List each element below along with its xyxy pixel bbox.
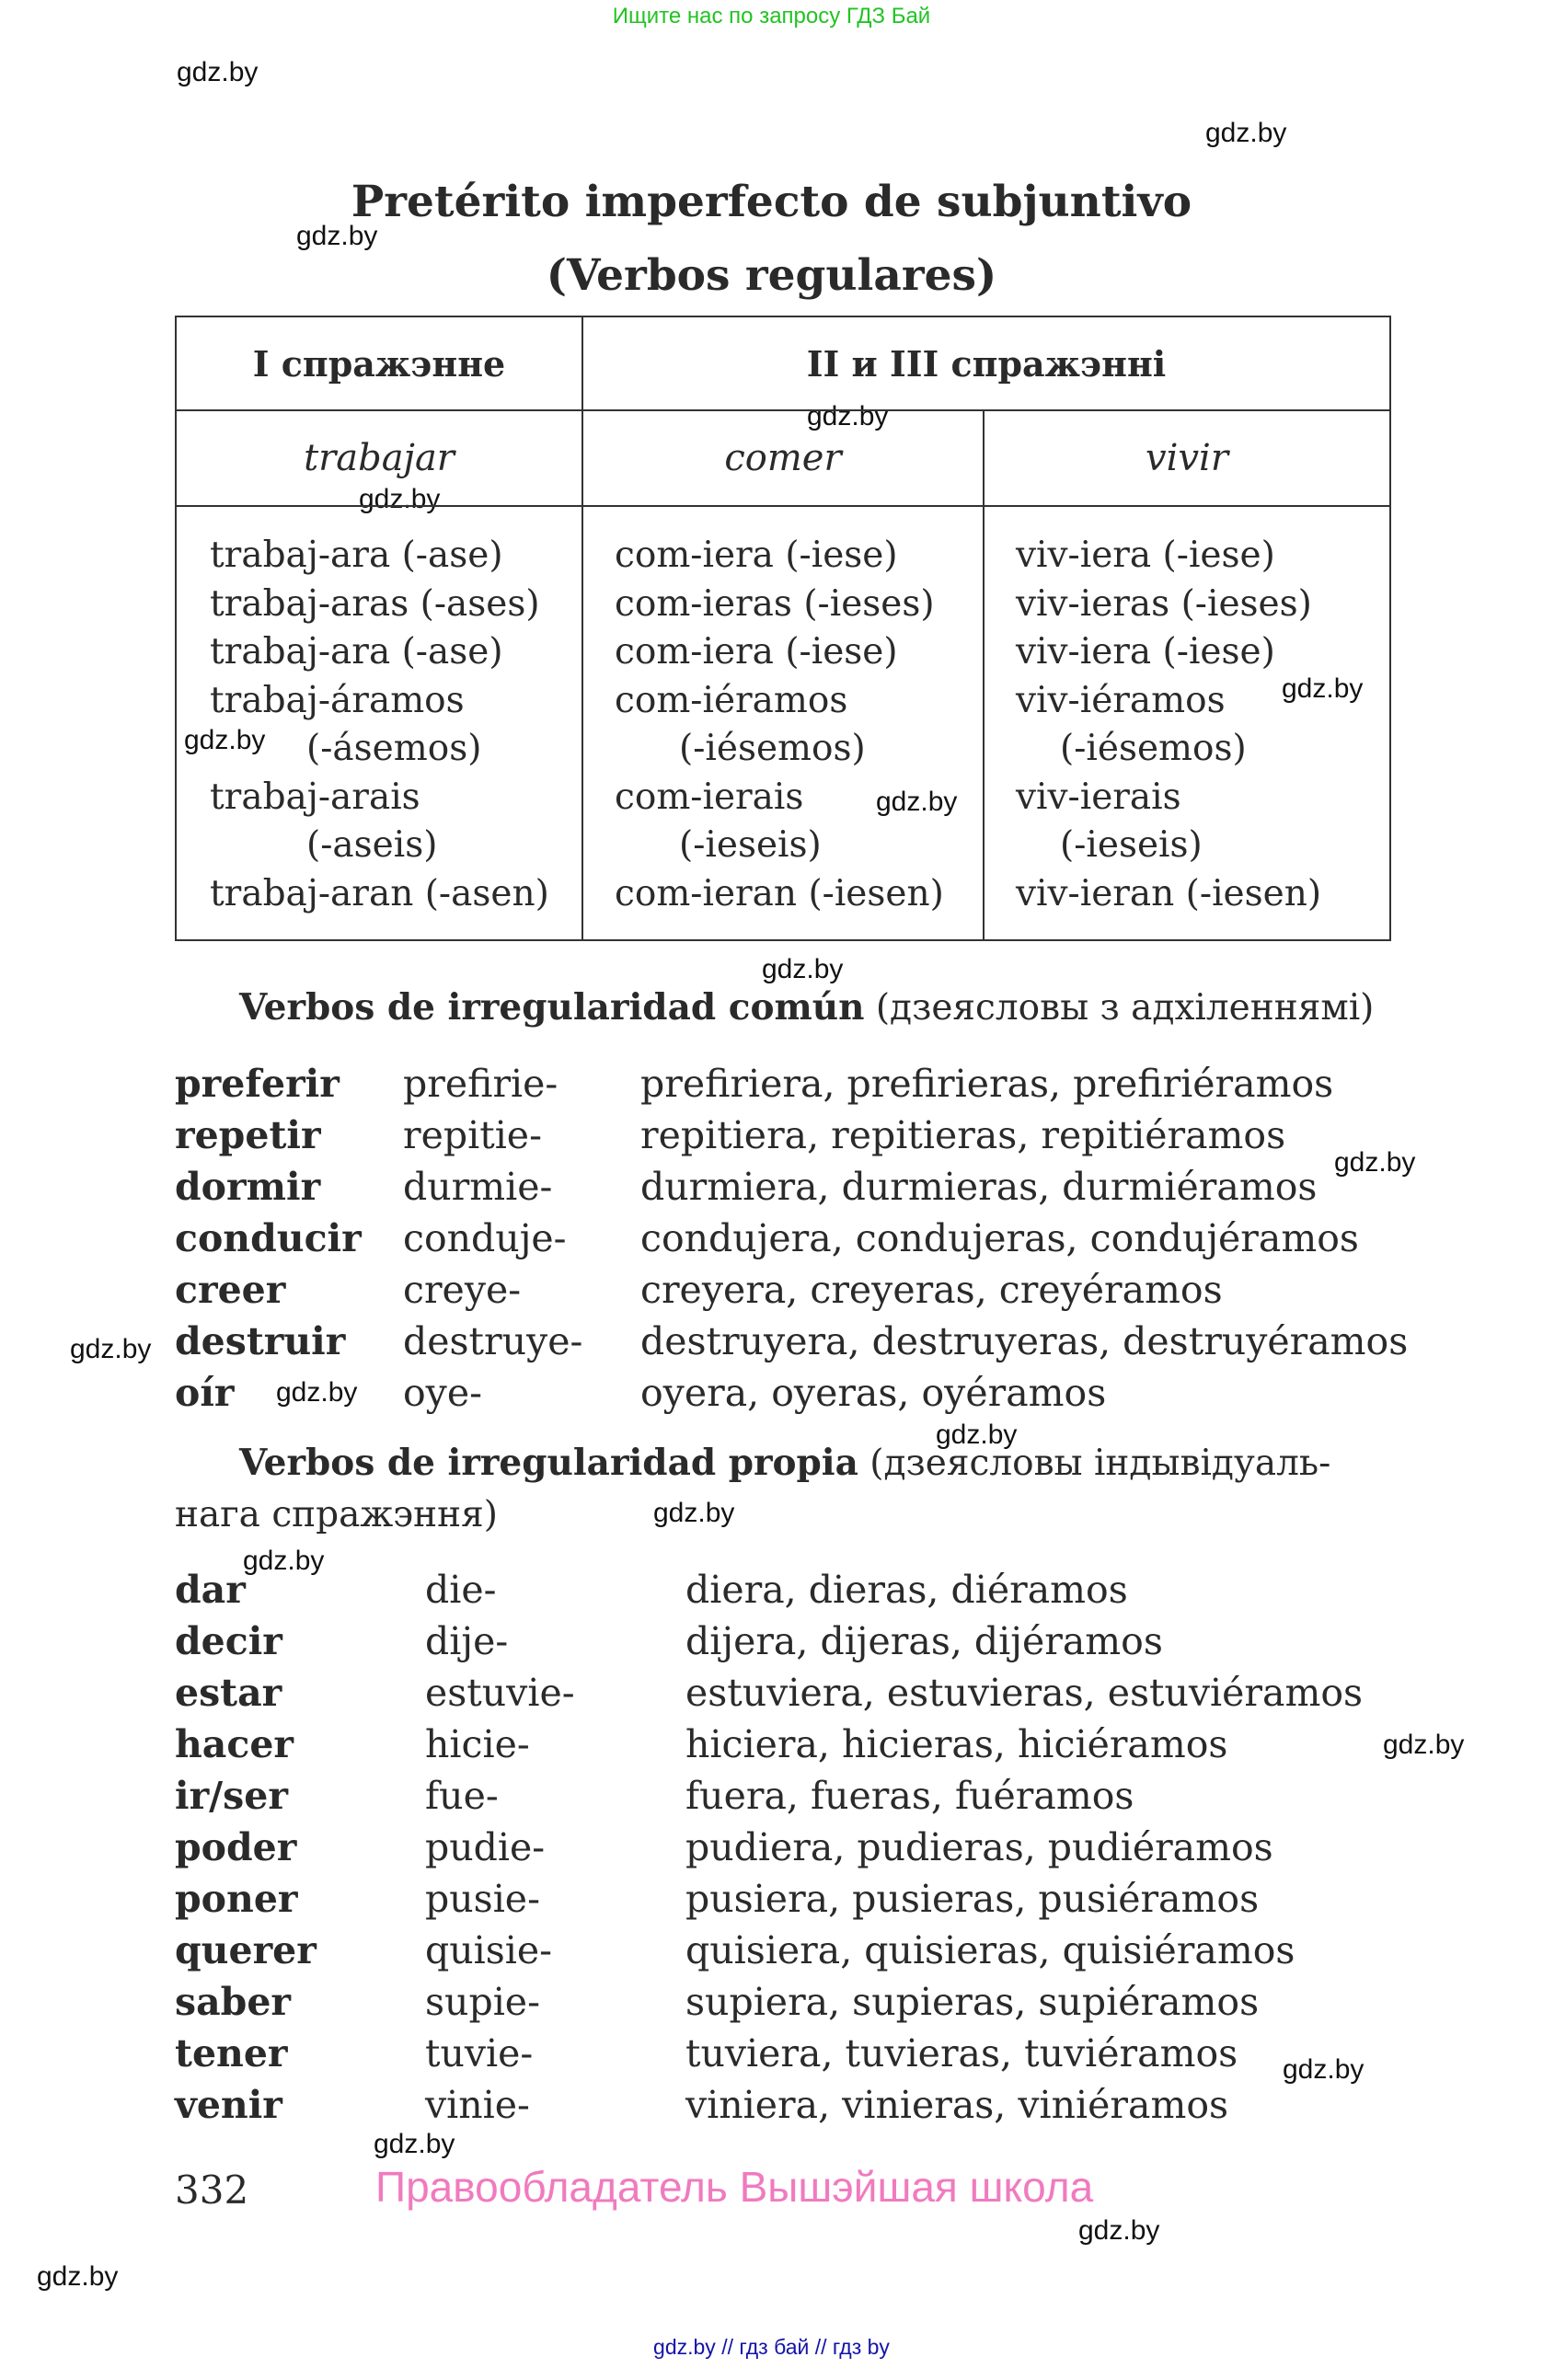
- verb: destruir: [175, 1319, 346, 1363]
- form-line: com-ieran (-iesen): [615, 872, 944, 914]
- forms: durmiera, durmieras, durmiéramos: [640, 1165, 1318, 1209]
- forms: prefiriera, prefirieras, prefiriéramos: [640, 1062, 1334, 1106]
- forms: repitiera, repitieras, repitiéramos: [640, 1113, 1286, 1157]
- stem: supie-: [425, 1980, 540, 2024]
- stem: destruye-: [403, 1319, 583, 1363]
- verb: poder: [175, 1825, 297, 1869]
- stem: hicie-: [425, 1722, 530, 1766]
- forms: quisiera, quisieras, quisiéramos: [685, 1928, 1295, 1972]
- form-line: trabaj-aras (-ases): [210, 582, 540, 625]
- watermark: gdz.by: [653, 1498, 735, 1528]
- page-number: 332: [175, 2167, 249, 2213]
- verb: creer: [175, 1268, 286, 1312]
- verb: dormir: [175, 1165, 321, 1209]
- stem: vinie-: [425, 2083, 530, 2127]
- verb: estar: [175, 1671, 282, 1715]
- section-title-bold: Verbos de irregularidad propia: [239, 1442, 858, 1484]
- forms: condujera, condujeras, condujéramos: [640, 1216, 1359, 1260]
- bottom-banner: gdz.by // гдз бай // гдз by: [653, 2335, 890, 2359]
- watermark: gdz.by: [1205, 118, 1287, 148]
- top-banner: Ищите нас по запросу ГДЗ Бай: [612, 4, 931, 29]
- form-line: viv-ieran (-iesen): [1016, 872, 1322, 914]
- form-line: trabaj-ara (-ase): [210, 631, 503, 673]
- watermark: gdz.by: [762, 954, 844, 984]
- form-line: trabaj-áramos: [210, 679, 465, 721]
- verb: saber: [175, 1980, 292, 2024]
- header-first-conjugation: I спражэнне: [252, 343, 506, 385]
- watermark: gdz.by: [936, 1420, 1018, 1450]
- form-line: viv-ierais: [1016, 776, 1181, 818]
- form-line: com-iera (-iese): [615, 535, 898, 576]
- column-comer-forms: [615, 532, 944, 918]
- section-title-bold: Verbos de irregularidad común: [239, 986, 865, 1029]
- forms: viniera, vinieras, viniéramos: [685, 2083, 1229, 2127]
- form-line: trabaj-arais: [210, 776, 420, 818]
- stem: durmie-: [403, 1165, 553, 1209]
- table-divider: [582, 317, 583, 939]
- forms: destruyera, destruyeras, destruyéramos: [640, 1319, 1409, 1363]
- stem: oye-: [403, 1371, 482, 1415]
- form-line: (-aseis): [306, 824, 438, 866]
- forms: oyera, oyeras, oyéramos: [640, 1371, 1107, 1415]
- column-trabajar-forms: [210, 532, 549, 918]
- forms: supiera, supieras, supiéramos: [685, 1980, 1260, 2024]
- form-line: (-iésemos): [679, 728, 866, 769]
- watermark: gdz.by: [359, 484, 441, 514]
- watermark: gdz.by: [177, 57, 259, 87]
- verb: repetir: [175, 1113, 321, 1157]
- section-own-irregular-title: [239, 1442, 1330, 1484]
- verb: querer: [175, 1928, 317, 1972]
- section-common-irregular-title: [239, 986, 1374, 1029]
- stem: die-: [425, 1568, 497, 1612]
- watermark: gdz.by: [70, 1334, 152, 1364]
- watermark: gdz.by: [1283, 2054, 1365, 2085]
- section-own-irregular-title-line2: нага спражэння): [175, 1494, 498, 1535]
- form-line: trabaj-ara (-ase): [210, 535, 503, 576]
- section-title-rest: (дзеясловы індывідуаль-: [858, 1443, 1331, 1484]
- section-title-rest: (дзеясловы з адхіленнямі): [864, 987, 1375, 1029]
- verb: venir: [175, 2083, 282, 2127]
- verb: tener: [175, 2031, 288, 2075]
- watermark: gdz.by: [276, 1377, 358, 1408]
- stem: pusie-: [425, 1877, 540, 1921]
- forms: fuera, fueras, fuéramos: [685, 1774, 1134, 1818]
- verb: ir/ser: [175, 1774, 288, 1818]
- verb: decir: [175, 1619, 282, 1663]
- watermark: gdz.by: [374, 2129, 455, 2159]
- verb-vivir: vivir: [1146, 437, 1228, 479]
- forms: creyera, creyeras, creyéramos: [640, 1268, 1223, 1312]
- verb: poner: [175, 1877, 298, 1921]
- form-line: viv-ieras (-ieses): [1016, 582, 1312, 625]
- title-line-2: (Verbos regulares): [546, 250, 997, 301]
- form-line: com-ierais: [615, 776, 804, 818]
- stem: creye-: [403, 1268, 522, 1312]
- forms: tuviera, tuvieras, tuviéramos: [685, 2031, 1238, 2075]
- table-divider: [177, 505, 1389, 507]
- form-line: (-iésemos): [1060, 728, 1247, 769]
- form-line: com-iéramos: [615, 679, 848, 721]
- header-second-third-conjugation: II и III спражэнні: [806, 343, 1167, 385]
- stem: dije-: [425, 1619, 509, 1663]
- stem: estuvie-: [425, 1671, 575, 1715]
- watermark: gdz.by: [296, 221, 378, 251]
- watermark: gdz.by: [184, 725, 266, 755]
- form-line: viv-iéramos: [1016, 679, 1226, 721]
- verb-comer: comer: [724, 437, 842, 479]
- table-divider: [177, 409, 1389, 411]
- verb: hacer: [175, 1722, 294, 1766]
- stem: repitie-: [403, 1113, 542, 1157]
- watermark: gdz.by: [1078, 2215, 1160, 2246]
- verb: dar: [175, 1568, 246, 1612]
- form-line: (-ásemos): [306, 728, 482, 769]
- stem: pudie-: [425, 1825, 546, 1869]
- stem: tuvie-: [425, 2031, 534, 2075]
- form-line: viv-iera (-iese): [1016, 535, 1275, 576]
- form-line: com-ieras (-ieses): [615, 582, 935, 625]
- column-vivir-forms: [1016, 532, 1321, 918]
- conjugation-table: [175, 316, 1391, 941]
- form-line: trabaj-aran (-asen): [210, 872, 549, 914]
- watermark: gdz.by: [243, 1546, 325, 1576]
- watermark: gdz.by: [1282, 673, 1364, 704]
- stem: conduje-: [403, 1216, 567, 1260]
- form-line: com-iera (-iese): [615, 631, 898, 673]
- stem: quisie-: [425, 1928, 553, 1972]
- watermark: gdz.by: [37, 2261, 119, 2292]
- forms: pudiera, pudieras, pudiéramos: [685, 1825, 1273, 1869]
- title-line-1: Pretérito imperfecto de subjuntivo: [351, 177, 1192, 227]
- stem: fue-: [425, 1774, 499, 1818]
- form-line: viv-iera (-iese): [1016, 631, 1275, 673]
- forms: dijera, dijeras, dijéramos: [685, 1619, 1163, 1663]
- form-line: (-ieseis): [679, 824, 822, 866]
- watermark: gdz.by: [876, 787, 958, 817]
- verb: conducir: [175, 1216, 362, 1260]
- rights-holder: Правообладатель Вышэйшая школа: [375, 2163, 1094, 2211]
- watermark: gdz.by: [807, 401, 889, 431]
- verb: oír: [175, 1371, 235, 1415]
- forms: estuviera, estuvieras, estuviéramos: [685, 1671, 1364, 1715]
- watermark: gdz.by: [1383, 1730, 1465, 1760]
- watermark: gdz.by: [1334, 1147, 1416, 1178]
- forms: hiciera, hicieras, hiciéramos: [685, 1722, 1228, 1766]
- verb-trabajar: trabajar: [304, 437, 455, 479]
- table-divider: [983, 409, 985, 939]
- forms: pusiera, pusieras, pusiéramos: [685, 1877, 1260, 1921]
- forms: diera, dieras, diéramos: [685, 1568, 1128, 1612]
- verb: preferir: [175, 1062, 340, 1106]
- form-line: (-ieseis): [1060, 824, 1203, 866]
- stem: prefirie-: [403, 1062, 558, 1106]
